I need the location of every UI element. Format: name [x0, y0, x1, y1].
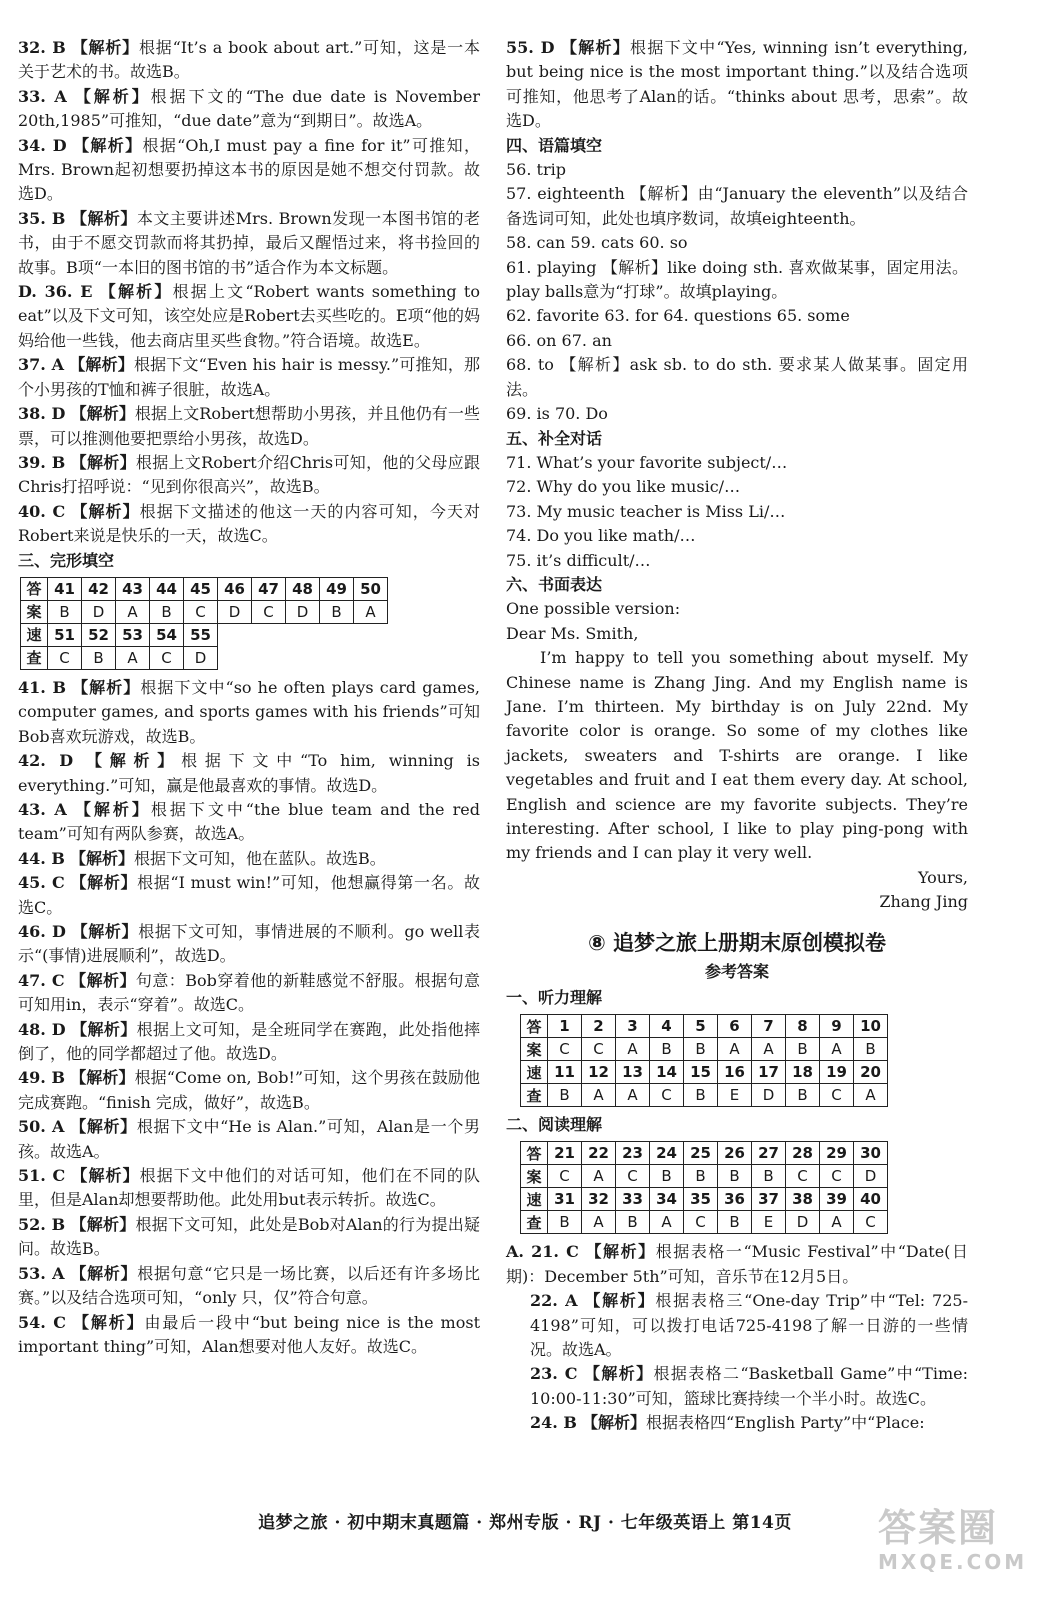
table-cell: B	[82, 646, 116, 669]
table-cell: 48	[286, 577, 320, 600]
table-cell: 36	[718, 1188, 752, 1211]
table-label: 速	[521, 1188, 548, 1211]
table-label: 查	[521, 1211, 548, 1234]
table-cell: 18	[786, 1061, 820, 1084]
table-cell: A	[854, 1084, 888, 1107]
essay-signature: Zhang Jing	[879, 892, 968, 912]
table-cell: 32	[582, 1188, 616, 1211]
answer-item: 47. C 【解析】句意：Bob穿着他的新鞋感觉不舒服。根据句意可知用in，表示“穿着”。故选C。	[18, 970, 480, 1015]
table-cell: 39	[820, 1188, 854, 1211]
table-cell: D	[82, 600, 116, 623]
answer-item: 44. B 【解析】根据下文可知，他在蓝队。故选B。	[18, 848, 386, 868]
table-cell: A	[582, 1165, 616, 1188]
table-cell: C	[582, 1038, 616, 1061]
section-heading: 一、听力理解	[506, 987, 603, 1007]
table-cell: 49	[320, 577, 354, 600]
table-cell: A	[820, 1038, 854, 1061]
table-label: 答	[521, 1015, 548, 1038]
table-cell: C	[184, 600, 218, 623]
table-cell: 41	[48, 577, 82, 600]
table-cell: 9	[820, 1015, 854, 1038]
table-cell: C	[548, 1165, 582, 1188]
fill-line: 68. to 【解析】ask sb. to do sth. 要求某人做某事。固定用法。	[506, 355, 968, 399]
table-cell: E	[718, 1084, 752, 1107]
table-cell: B	[718, 1165, 752, 1188]
table-cell: 23	[616, 1142, 650, 1165]
section-heading: 二、阅读理解	[506, 1115, 603, 1135]
table-cell: 14	[650, 1061, 684, 1084]
table-cell: B	[718, 1211, 752, 1234]
table-cell: C	[150, 646, 184, 669]
table-label: 查	[521, 1084, 548, 1107]
fill-line: 69. is 70. Do	[506, 404, 608, 424]
table-cell: B	[320, 600, 354, 623]
table-label: 案	[521, 1038, 548, 1061]
table-cell: 53	[116, 623, 150, 646]
table-cell: D	[854, 1165, 888, 1188]
table-cell: 15	[684, 1061, 718, 1084]
table-label: 答	[21, 577, 48, 600]
essay-greeting: Dear Ms. Smith,	[506, 623, 639, 643]
table-cell: A	[116, 600, 150, 623]
answer-table-cloze	[20, 577, 388, 670]
table-cell: C	[650, 1084, 684, 1107]
answer-item: 49. B 【解析】根据“Come on, Bob!”可知，这个男孩在鼓励他完成赛跑。“finish 完成，做好”，故选B。	[18, 1068, 481, 1112]
section-heading: 六、书面表达	[506, 574, 603, 594]
table-cell: D	[184, 646, 218, 669]
table-cell: 45	[184, 577, 218, 600]
dialog-line: 72. Why do you like music/…	[506, 477, 741, 497]
dialog-line: 75. it’s difficult/…	[506, 550, 651, 570]
answer-item: 40. C 【解析】根据下文描述的他这一天的内容可知，今天对Robert来说是快乐的一天，故选C。	[18, 501, 480, 546]
fill-line: 66. on 67. an	[506, 330, 612, 350]
table-cell: 30	[854, 1142, 888, 1165]
answer-item: 24. B 【解析】根据表格四“English Party”中“Place:	[530, 1413, 925, 1433]
table-cell: 55	[184, 623, 218, 646]
table-cell: D	[218, 600, 252, 623]
left-column	[18, 36, 480, 1359]
table-cell: C	[684, 1211, 718, 1234]
table-cell: A	[116, 646, 150, 669]
table-cell: 35	[684, 1188, 718, 1211]
table-cell: B	[786, 1038, 820, 1061]
answer-item: 37. A 【解析】根据下文“Even his hair is messy.”可推知，那个小男孩的T恤和裤子很脏，故选A。	[18, 355, 480, 399]
answer-item: 35. B 【解析】本文主要讲述Mrs. Brown发现一本图书馆的老书，由于不愿交罚款而将其扔掉，最后又醒悟过来，将书捡回的故事。B项“一本旧的图书馆的书”适合作为本文标题。	[18, 208, 480, 277]
section-heading: 四、语篇填空	[506, 135, 603, 155]
table-cell: A	[354, 600, 388, 623]
answer-item: A. 21. C 【解析】根据表格一“Music Festival”中“Date(日期)：December 5th”可知，音乐节在12月5日。	[506, 1242, 968, 1286]
table-cell: 54	[150, 623, 184, 646]
table-cell: A	[752, 1038, 786, 1061]
fill-line: 57. eighteenth 【解析】由“January the eleventh”以及结合备选词可知，此处也填序数词，故填eighteenth。	[506, 184, 968, 228]
answer-item: D. 36. E 【解析】根据上文“Robert wants something to eat”以及下文可知，该空处应是Robert去买些吃的。E项“他的妈妈给他一些钱，他去商店里买些食物。”符合语境。故选E。	[18, 282, 480, 350]
answer-item: 22. A 【解析】根据表格三“One-day Trip”中“Tel: 725-4198”可知，可以拨打电话725-4198了解一日游的一些情况。故选A。	[530, 1291, 968, 1360]
answer-item: 50. A 【解析】根据下文中“He is Alan.”可知，Alan是一个男孩。故选A。	[18, 1117, 480, 1161]
fill-line: 56. trip	[506, 160, 566, 180]
table-cell: A	[718, 1038, 752, 1061]
table-cell: 8	[786, 1015, 820, 1038]
table-cell: D	[786, 1211, 820, 1234]
table-cell: B	[684, 1038, 718, 1061]
table-cell: 52	[82, 623, 116, 646]
table-cell: 50	[354, 577, 388, 600]
answer-item: 32. B 【解析】根据“It’s a book about art.”可知，这是一本关于艺术的书。故选B。	[18, 38, 480, 82]
fill-line: 61. playing 【解析】like doing sth. 喜欢做某事，固定用法。play balls意为“打球”。故填playing。	[506, 257, 968, 302]
watermark	[878, 1506, 1038, 1592]
table-label: 查	[21, 646, 48, 669]
table-cell: B	[752, 1165, 786, 1188]
table-cell: A	[582, 1084, 616, 1107]
section-heading: 五、补全对话	[506, 428, 603, 448]
watermark-logo: 答案圈	[878, 1506, 999, 1550]
item-list	[18, 36, 480, 549]
exam-subtitle: 参考答案	[704, 961, 769, 981]
table-cell: B	[616, 1211, 650, 1234]
table-cell: B	[684, 1165, 718, 1188]
table-cell: A	[616, 1038, 650, 1061]
table-cell: 27	[752, 1142, 786, 1165]
table-cell: B	[650, 1165, 684, 1188]
section-heading: 三、完形填空	[18, 550, 115, 570]
table-cell: C	[252, 600, 286, 623]
item-list	[18, 676, 480, 1359]
fill-line: 62. favorite 63. for 64. questions 65. some	[506, 306, 850, 326]
table-cell: 6	[718, 1015, 752, 1038]
table-label: 速	[21, 623, 48, 646]
table-cell: D	[752, 1084, 786, 1107]
table-cell: B	[854, 1038, 888, 1061]
page-footer: 追梦之旅 · 初中期末真题篇 · 郑州专版 · RJ · 七年级英语上 第14页	[258, 1513, 792, 1533]
table-cell: C	[786, 1165, 820, 1188]
table-cell: B	[548, 1211, 582, 1234]
answer-item: 39. B 【解析】根据上文Robert介绍Chris可知，他的父母应跟Chris打招呼说：“见到你很高兴”，故选B。	[18, 452, 480, 497]
answer-item: 55. D 【解析】根据下文中“Yes, winning isn’t everything, but being nice is the most important thing.”以及结合选项可推知，他思考了Alan的话。“thinks about 思考，思索”。故选D。	[506, 38, 969, 131]
table-cell: 3	[616, 1015, 650, 1038]
table-cell: 1	[548, 1015, 582, 1038]
table-cell: 51	[48, 623, 82, 646]
table-cell: 47	[252, 577, 286, 600]
table-cell: C	[820, 1084, 854, 1107]
table-cell: B	[786, 1084, 820, 1107]
table-cell: 5	[684, 1015, 718, 1038]
essay-closing: Yours,	[917, 867, 968, 887]
table-cell: 43	[116, 577, 150, 600]
answer-item: 43. A 【解析】根据下文中“the blue team and the red team”可知有两队参赛，故选A。	[18, 799, 480, 844]
answer-item: 38. D 【解析】根据上文Robert想帮助小男孩，并且他仍有一些票，可以推测他要把票给小男孩，故选D。	[18, 404, 480, 448]
answer-item: 46. D 【解析】根据下文可知，事情进展的不顺利。go well表示“(事情)进展顺利”，故选D。	[18, 922, 480, 966]
table-cell: 44	[150, 577, 184, 600]
table-cell: 24	[650, 1142, 684, 1165]
table-cell: 7	[752, 1015, 786, 1038]
table-label: 速	[521, 1061, 548, 1084]
table-label: 答	[521, 1142, 548, 1165]
table-cell: 25	[684, 1142, 718, 1165]
table-cell: 40	[854, 1188, 888, 1211]
table-cell: 2	[582, 1015, 616, 1038]
right-column	[506, 36, 968, 1436]
table-cell: 13	[616, 1061, 650, 1084]
answer-item: 23. C 【解析】根据表格二“Basketball Game”中“Time: 10:00-11:30”可知，篮球比赛持续一个半小时。故选C。	[530, 1364, 968, 1408]
table-cell: C	[854, 1211, 888, 1234]
table-cell: B	[548, 1084, 582, 1107]
answer-item: 54. C 【解析】由最后一段中“but being nice is the most important thing”可知，Alan想要对他人友好。故选C。	[18, 1312, 480, 1356]
essay-intro: One possible version:	[506, 599, 681, 619]
table-cell: 17	[752, 1061, 786, 1084]
table-cell: B	[650, 1038, 684, 1061]
essay-body: I’m happy to tell you something about myself. My Chinese name is Zhang Jing. And my English name is Jane. I’m thirteen. My birthday is on July 22nd. My favorite color is orange. So some of my clothes like jackets, sweaters and T-shirts are orange. I like vegetables and fruit and I eat them every day. At school, English and science are my favorite subjects. They’re interesting. After school, I like to play ping-pong with my friends and I can play it very well.	[506, 648, 968, 863]
watermark-url: MXQE.COM	[878, 1550, 1028, 1574]
table-cell: A	[582, 1211, 616, 1234]
table-cell: 19	[820, 1061, 854, 1084]
table-cell: 46	[218, 577, 252, 600]
table-cell: 42	[82, 577, 116, 600]
table-cell: A	[616, 1084, 650, 1107]
table-cell: 10	[854, 1015, 888, 1038]
answer-item: 45. C 【解析】根据“I must win!”可知，他想赢得第一名。故选C。	[18, 873, 480, 917]
table-cell: 37	[752, 1188, 786, 1211]
table-cell: 28	[786, 1142, 820, 1165]
table-cell: B	[684, 1084, 718, 1107]
table-cell: 11	[548, 1061, 582, 1084]
table-cell: 22	[582, 1142, 616, 1165]
table-cell: 38	[786, 1188, 820, 1211]
table-cell: C	[616, 1165, 650, 1188]
table-label: 案	[21, 600, 48, 623]
table-cell: C	[548, 1038, 582, 1061]
table-cell: 29	[820, 1142, 854, 1165]
dialog-line: 74. Do you like math/…	[506, 526, 696, 546]
table-cell: 33	[616, 1188, 650, 1211]
answer-table-reading	[520, 1141, 888, 1234]
table-cell: 20	[854, 1061, 888, 1084]
table-cell: 16	[718, 1061, 752, 1084]
table-cell: C	[48, 646, 82, 669]
table-label: 案	[521, 1165, 548, 1188]
dialog-line: 71. What’s your favorite subject/…	[506, 452, 788, 472]
table-cell: 21	[548, 1142, 582, 1165]
answer-item: 42. D 【解析】根据下文中“To him, winning is everything.”可知，赢是他最喜欢的事情。故选D。	[18, 751, 480, 795]
table-cell: B	[48, 600, 82, 623]
answer-item: 52. B 【解析】根据下文可知，此处是Bob对Alan的行为提出疑问。故选B。	[18, 1214, 480, 1259]
table-cell: 26	[718, 1142, 752, 1165]
answer-item: 41. B 【解析】根据下文中“so he often plays card games, computer games, and sports games with his friends”可知Bob喜欢玩游戏，故选B。	[18, 677, 480, 746]
table-cell: 12	[582, 1061, 616, 1084]
table-cell: 34	[650, 1188, 684, 1211]
exam-title: ⑧ 追梦之旅上册期末原创模拟卷	[587, 930, 887, 955]
dialog-line: 73. My music teacher is Miss Li/…	[506, 501, 786, 521]
answer-item: 48. D 【解析】根据上文可知，是全班同学在赛跑，此处指他摔倒了，他的同学都超过了他。故选D。	[18, 1019, 480, 1064]
table-cell: A	[650, 1211, 684, 1234]
table-cell: D	[286, 600, 320, 623]
table-cell: 31	[548, 1188, 582, 1211]
answer-item: 51. C 【解析】根据下文中他们的对话可知，他们在不同的队里，但是Alan却想要帮助他。此处用but表示转折。故选C。	[18, 1166, 480, 1210]
answer-item: 34. D 【解析】根据“Oh,I must pay a fine for it”可推知，Mrs. Brown起初想要扔掉这本书的原因是她不想交付罚款。故选D。	[18, 135, 480, 204]
answer-item: 33. A 【解析】根据下文的“The due date is November 20th,1985”可推知，“due date”意为“到期日”。故选A。	[18, 86, 480, 131]
table-cell: A	[820, 1211, 854, 1234]
fill-line: 58. can 59. cats 60. so	[506, 233, 688, 253]
answer-table-listening	[520, 1014, 888, 1107]
table-cell: 4	[650, 1015, 684, 1038]
table-cell: B	[150, 600, 184, 623]
table-cell: C	[820, 1165, 854, 1188]
table-cell: E	[752, 1211, 786, 1234]
answer-item: 53. A 【解析】根据句意“它只是一场比赛，以后还有许多场比赛。”以及结合选项可知，“only 只，仅”符合句意。	[18, 1263, 480, 1308]
